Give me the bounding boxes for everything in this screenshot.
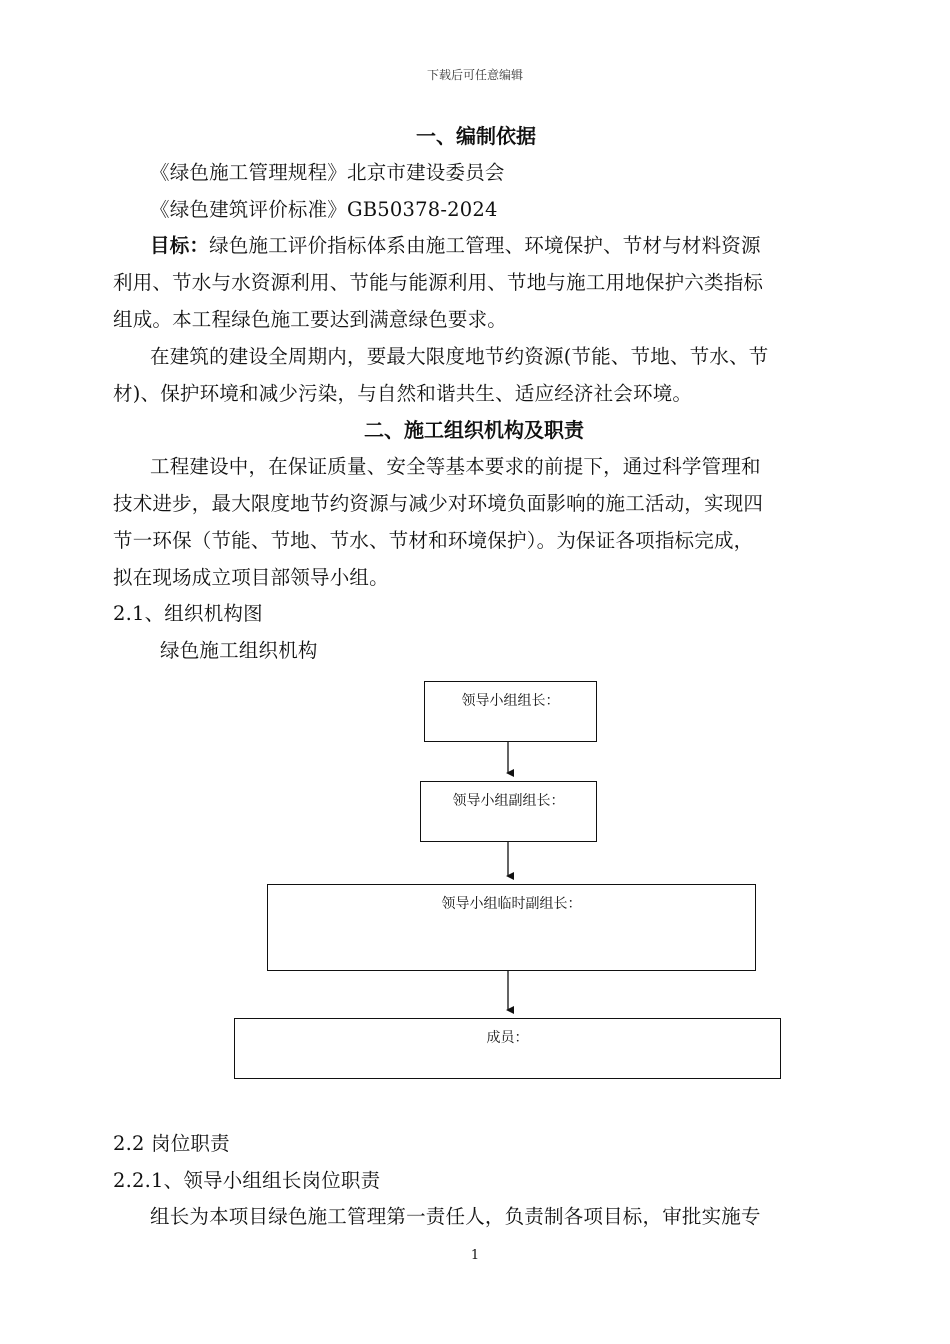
goal-text-1: 绿色施工评价指标体系由施工管理、环境保护、节材与材料资源 xyxy=(209,234,761,257)
section1-title: 一、编制依据 xyxy=(416,124,536,148)
page-number: 1 xyxy=(470,1248,480,1263)
goal-line-2: 利用、节水与水资源利用、节能与能源利用、节地与施工用地保护六类指标 xyxy=(113,271,764,294)
para2-line-1: 工程建设中，在保证质量、安全等基本要求的前提下，通过科学管理和 xyxy=(150,455,761,478)
subsection-2-1: 2.1、组织机构图 xyxy=(113,602,263,625)
org-box-temp-deputy-label: 领导小组临时副组长： xyxy=(441,896,582,912)
org-box-members-label: 成员： xyxy=(486,1030,529,1046)
goal-line-3: 组成。本工程绿色施工要达到满意绿色要求。 xyxy=(113,308,508,331)
subsection-2-2: 2.2 岗位职责 xyxy=(113,1132,230,1155)
org-box-deputy-label: 领导小组副组长： xyxy=(452,793,565,809)
para2-line-3: 节一环保（节能、节地、节水、节材和环境保护）。为保证各项指标完成， xyxy=(113,529,754,552)
org-chart-title: 绿色施工组织机构 xyxy=(160,639,318,662)
org-box-leader-label: 领导小组组长： xyxy=(461,693,560,709)
section2-title: 二、施工组织机构及职责 xyxy=(364,418,584,442)
subsection-2-2-1: 2.2.1、领导小组组长岗位职责 xyxy=(113,1169,381,1192)
reference-1: 《绿色施工管理规程》北京市建设委员会 xyxy=(150,161,505,184)
para2-line-2: 技术进步，最大限度地节约资源与减少对环境负面影响的施工活动，实现四 xyxy=(113,492,764,515)
header-note: 下载后可任意编辑 xyxy=(426,68,523,82)
para1-line-1: 在建筑的建设全周期内，要最大限度地节约资源(节能、节地、节水、节 xyxy=(150,345,769,368)
goal-label: 目标： xyxy=(150,234,210,257)
duty-line-1: 组长为本项目绿色施工管理第一责任人，负责制各项目标，审批实施专 xyxy=(150,1205,761,1228)
reference-2: 《绿色建筑评价标准》GB50378-2024 xyxy=(150,198,498,221)
para2-line-4: 拟在现场成立项目部领导小组。 xyxy=(113,566,389,589)
para1-line-2: 材)、保护环境和减少污染，与自然和谐共生、适应经济社会环境。 xyxy=(113,382,693,405)
